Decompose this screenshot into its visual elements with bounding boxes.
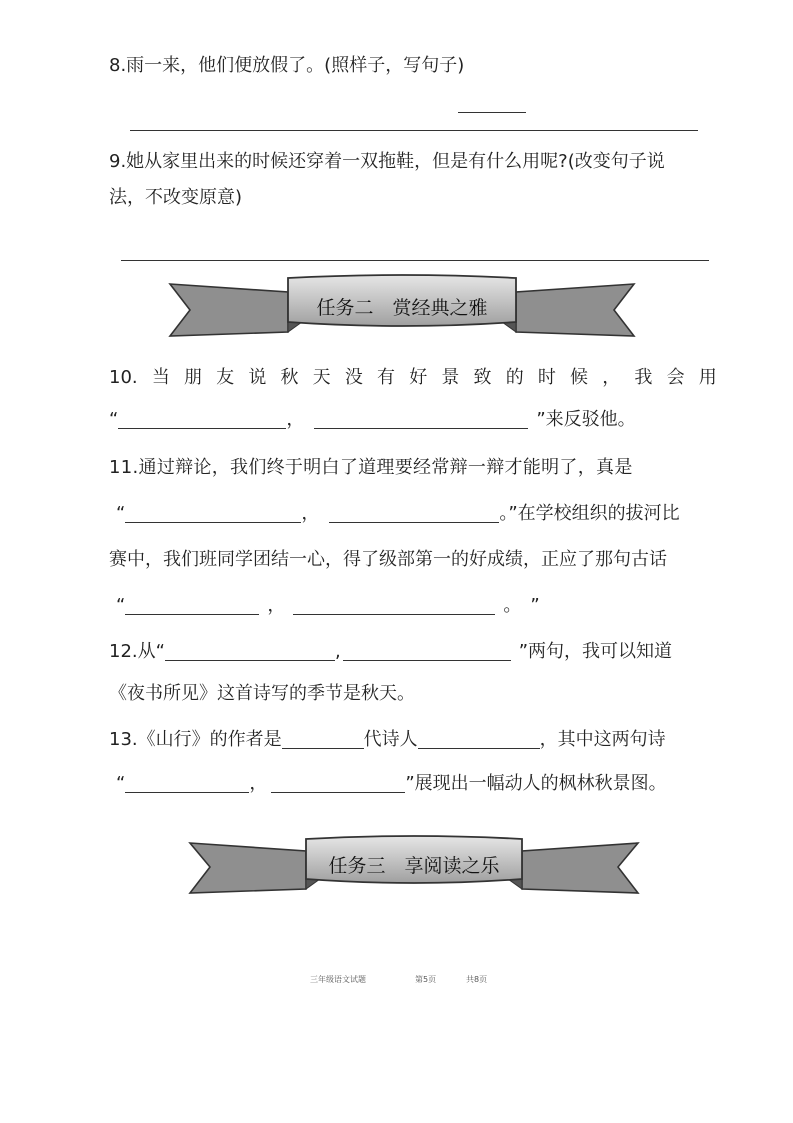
q13-mid: 代诗人	[363, 729, 418, 750]
q11-line4-end: 。 ”	[503, 595, 540, 616]
q11-blank-2[interactable]	[329, 502, 499, 523]
q10-char: 天	[312, 367, 331, 388]
q10-end-text: ”来反驳他。	[536, 409, 636, 430]
q10-char: 的	[505, 367, 524, 388]
q10-prompt-line2	[109, 408, 636, 432]
q12-comma: ,	[334, 641, 341, 662]
q10-char: 秋	[280, 367, 299, 388]
q11-blank-4[interactable]	[293, 594, 495, 615]
task3-title: 任务三 享阅读之乐	[328, 855, 500, 877]
q10-char: 致	[473, 367, 492, 388]
q10-char: 景	[441, 367, 460, 388]
q10-char: 朋	[183, 367, 202, 388]
q10-blank-1[interactable]	[118, 408, 286, 429]
q11-prompt-line1: 11.通过辩论，我们终于明白了道理要经常辩一辩才能明了，真是	[109, 457, 633, 478]
q10-char: 会	[666, 367, 685, 388]
footer-total-pages: 共8页	[466, 975, 488, 984]
q8-prompt: 8.雨一来，他们便放假了。(照样子，写句子)	[109, 55, 465, 76]
q10-char: 好	[409, 367, 428, 388]
q10-char: 候	[570, 367, 589, 388]
q13-blank-poet[interactable]	[418, 728, 540, 749]
q13-comma: ，	[249, 773, 268, 794]
q13-line2-end: ”展现出一幅动人的枫林秋景图。	[405, 773, 667, 794]
task2-title: 任务二 赏经典之雅	[316, 297, 488, 319]
task3-ribbon-banner	[188, 833, 640, 897]
q9-prompt-line1: 9.她从家里出来的时候还穿着一双拖鞋，但是有什么用呢?(改变句子说	[109, 151, 665, 172]
q10-char: 说	[248, 367, 267, 388]
footer-subject: 三年级语文试题	[310, 975, 366, 984]
q11-open-quote: “	[116, 503, 126, 524]
q11-comma-2: ，	[267, 595, 286, 616]
q10-char: 时	[537, 367, 556, 388]
footer-page-number: 第5页	[415, 975, 437, 984]
q10-char: 没	[344, 367, 363, 388]
q10-char: 我	[634, 367, 653, 388]
q10-char: 有	[377, 367, 396, 388]
q10-blank-2[interactable]	[314, 408, 528, 429]
q8-short-answer-line[interactable]	[458, 112, 526, 113]
q13-blank-line1[interactable]	[125, 772, 249, 793]
q10-char: 友	[216, 367, 235, 388]
q9-answer-line[interactable]	[121, 260, 709, 261]
q9-prompt-line2: 法，不改变原意)	[109, 187, 243, 208]
q10-prompt-line1	[109, 366, 717, 390]
q10-char: 10.	[109, 367, 138, 388]
q12-blank-1[interactable]	[165, 640, 335, 661]
q13-blank-line2[interactable]	[271, 772, 405, 793]
q12-prompt-line1	[109, 640, 672, 664]
q13-blank-dynasty[interactable]	[282, 728, 364, 749]
q12-prefix: 12.从“	[109, 641, 165, 662]
q11-prompt-line4	[116, 594, 540, 618]
q13-end-text: ，其中这两句诗	[539, 729, 666, 750]
q10-comma: ，	[286, 409, 305, 430]
q13-prompt-line2	[116, 772, 667, 796]
task2-ribbon-banner	[168, 272, 636, 340]
q12-prompt-line2: 《夜书所见》这首诗写的季节是秋天。	[109, 683, 415, 704]
q10-open-quote: “	[109, 409, 119, 430]
q12-end-text: ”两句，我可以知道	[518, 641, 673, 662]
q10-char: ，	[602, 367, 621, 388]
q11-comma: ，	[301, 503, 320, 524]
q10-char: 用	[698, 367, 717, 388]
q11-blank-3[interactable]	[125, 594, 259, 615]
q11-line2-end: 。”在学校组织的拔河比	[499, 503, 680, 524]
q11-prompt-line2	[116, 502, 680, 526]
q10-char: 当	[151, 367, 170, 388]
q11-blank-1[interactable]	[125, 502, 301, 523]
q11-open-quote-2: “	[116, 595, 126, 616]
q13-open-quote: “	[116, 773, 126, 794]
q12-blank-2[interactable]	[343, 640, 511, 661]
q8-answer-line[interactable]	[130, 130, 698, 131]
q13-prefix: 13.《山行》的作者是	[109, 729, 282, 750]
q13-prompt-line1	[109, 728, 666, 752]
q11-prompt-line3: 赛中，我们班同学团结一心，得了级部第一的好成绩，正应了那句古话	[109, 549, 667, 570]
